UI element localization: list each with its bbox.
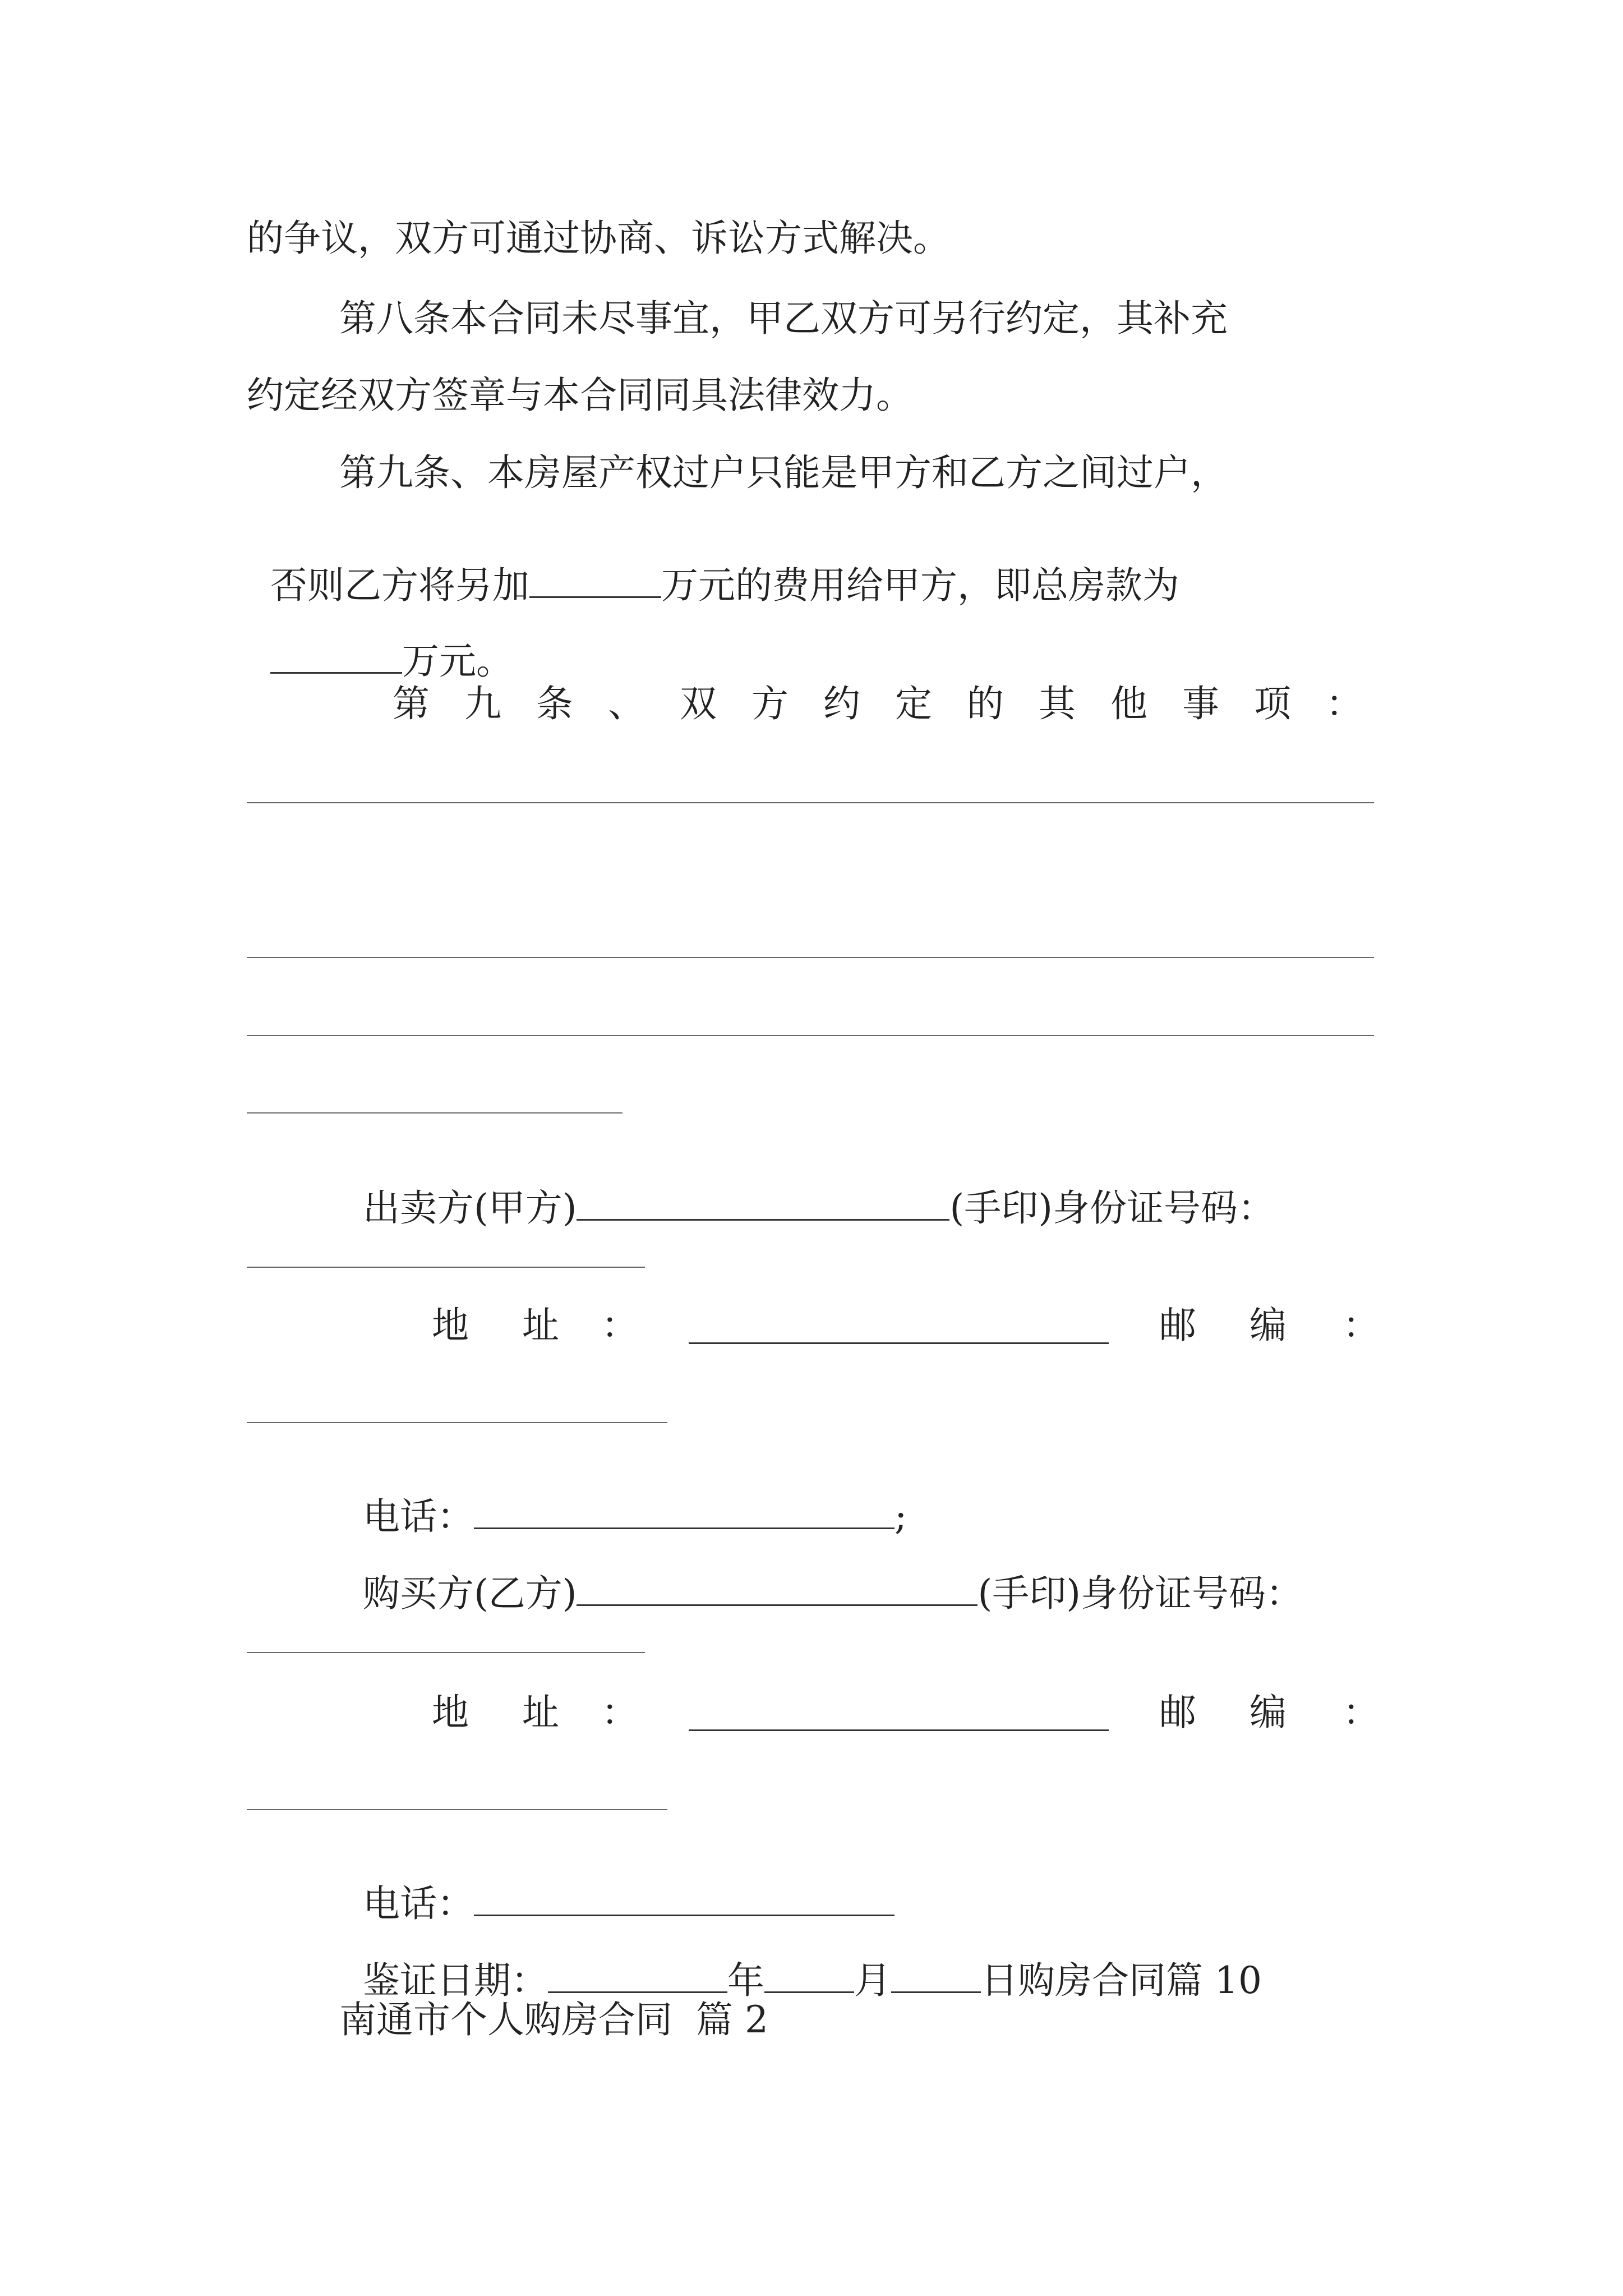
seller-phone-label: 电话： <box>362 1495 474 1538</box>
heading-char: 的 <box>967 682 1004 725</box>
article-9-line-2 <box>247 530 1179 607</box>
seller-id-blank-line[interactable] <box>247 1267 645 1268</box>
buyer-line <box>339 1538 1303 1615</box>
seller-phone-blank[interactable] <box>474 1498 895 1529</box>
seller-label: 出卖方(甲方) <box>362 1186 577 1230</box>
buyer-phone-label: 电话： <box>362 1882 474 1925</box>
article-9-text-a: 否则乙方将另加 <box>270 564 529 607</box>
other-matters-blank-line-3[interactable] <box>247 1035 1374 1036</box>
buyer-address-row <box>432 1691 1380 1734</box>
heading-char: 约 <box>823 682 860 725</box>
heading-char: 第 <box>393 682 430 725</box>
buyer-name-blank[interactable] <box>577 1575 978 1606</box>
address-char: ： <box>601 1304 638 1347</box>
heading-char: ： <box>1326 682 1363 725</box>
other-matters-blank-line-4[interactable] <box>247 1112 623 1114</box>
address-char: 地 <box>432 1304 469 1347</box>
year-label: 年 <box>727 1959 764 2002</box>
postcode-char: 编 <box>1249 1304 1287 1347</box>
other-matters-blank-line-1[interactable] <box>247 802 1374 803</box>
seller-phone-end: ; <box>894 1495 907 1538</box>
seller-phone-line <box>339 1461 907 1538</box>
seller-name-blank[interactable] <box>577 1190 949 1221</box>
other-matters-heading <box>393 682 1363 725</box>
date-label: 鉴证日期： <box>362 1959 548 2002</box>
buyer-id-blank-line[interactable] <box>247 1652 645 1653</box>
postcode-char: ： <box>1343 1304 1380 1347</box>
article-8-line-1: 第八条本合同未尽事宜，甲乙双方可另行约定，其补充 <box>339 297 1228 340</box>
seller-fingerprint-id-label: (手印)身份证号码： <box>949 1186 1275 1230</box>
day-blank[interactable] <box>891 1962 981 1993</box>
heading-char: 项 <box>1254 682 1291 725</box>
buyer-address-blank[interactable] <box>689 1700 1109 1731</box>
article-9-text-b: 万元的费用给甲方，即总房款为 <box>661 564 1179 607</box>
article-9-line-1: 第九条、本房屋产权过户只能是甲方和乙方之间过户， <box>339 451 1228 494</box>
total-price-blank[interactable] <box>270 643 402 674</box>
address-char: ： <box>601 1691 638 1734</box>
heading-char: 、 <box>608 682 645 725</box>
heading-char: 其 <box>1039 682 1076 725</box>
month-label: 月 <box>854 1959 891 2002</box>
extra-fee-blank[interactable] <box>529 567 661 598</box>
postcode-char: ： <box>1343 1691 1380 1734</box>
article-9-text-c: 万元。 <box>402 639 513 683</box>
buyer-label: 购买方(乙方) <box>362 1572 577 1615</box>
buyer-fingerprint-id-label: (手印)身份证号码： <box>978 1572 1303 1615</box>
next-contract-title: 南通市个人购房合同 篇 2 <box>339 1998 768 2041</box>
heading-char: 条 <box>536 682 573 725</box>
other-matters-blank-line-2[interactable] <box>247 957 1374 958</box>
article-8-line-2: 约定经双方签章与本合同同具法律效力。 <box>247 374 913 417</box>
year-blank[interactable] <box>548 1962 727 1993</box>
article-9-line-3 <box>247 606 513 683</box>
address-char: 地 <box>432 1691 469 1734</box>
heading-char: 九 <box>464 682 501 725</box>
buyer-phone-line <box>339 1848 895 1925</box>
month-blank[interactable] <box>764 1962 854 1993</box>
heading-char: 他 <box>1110 682 1147 725</box>
paragraph-line-1: 的争议，双方可通过协商、诉讼方式解决。 <box>247 217 950 260</box>
heading-char: 方 <box>751 682 789 725</box>
day-tail-label: 日购房合同篇 10 <box>980 1959 1262 2002</box>
certification-date-line <box>339 1925 1262 2002</box>
address-char: 址 <box>522 1691 559 1734</box>
heading-char: 事 <box>1182 682 1219 725</box>
postcode-char: 邮 <box>1159 1691 1196 1734</box>
buyer-postcode-blank-line[interactable] <box>247 1809 667 1810</box>
postcode-char: 邮 <box>1159 1304 1196 1347</box>
buyer-phone-blank[interactable] <box>474 1885 895 1916</box>
heading-char: 双 <box>680 682 717 725</box>
address-char: 址 <box>522 1304 559 1347</box>
seller-address-row <box>432 1304 1380 1347</box>
seller-line <box>339 1153 1275 1230</box>
seller-postcode-blank-line[interactable] <box>247 1422 667 1423</box>
postcode-char: 编 <box>1249 1691 1287 1734</box>
seller-address-blank[interactable] <box>689 1313 1109 1344</box>
heading-char: 定 <box>895 682 932 725</box>
